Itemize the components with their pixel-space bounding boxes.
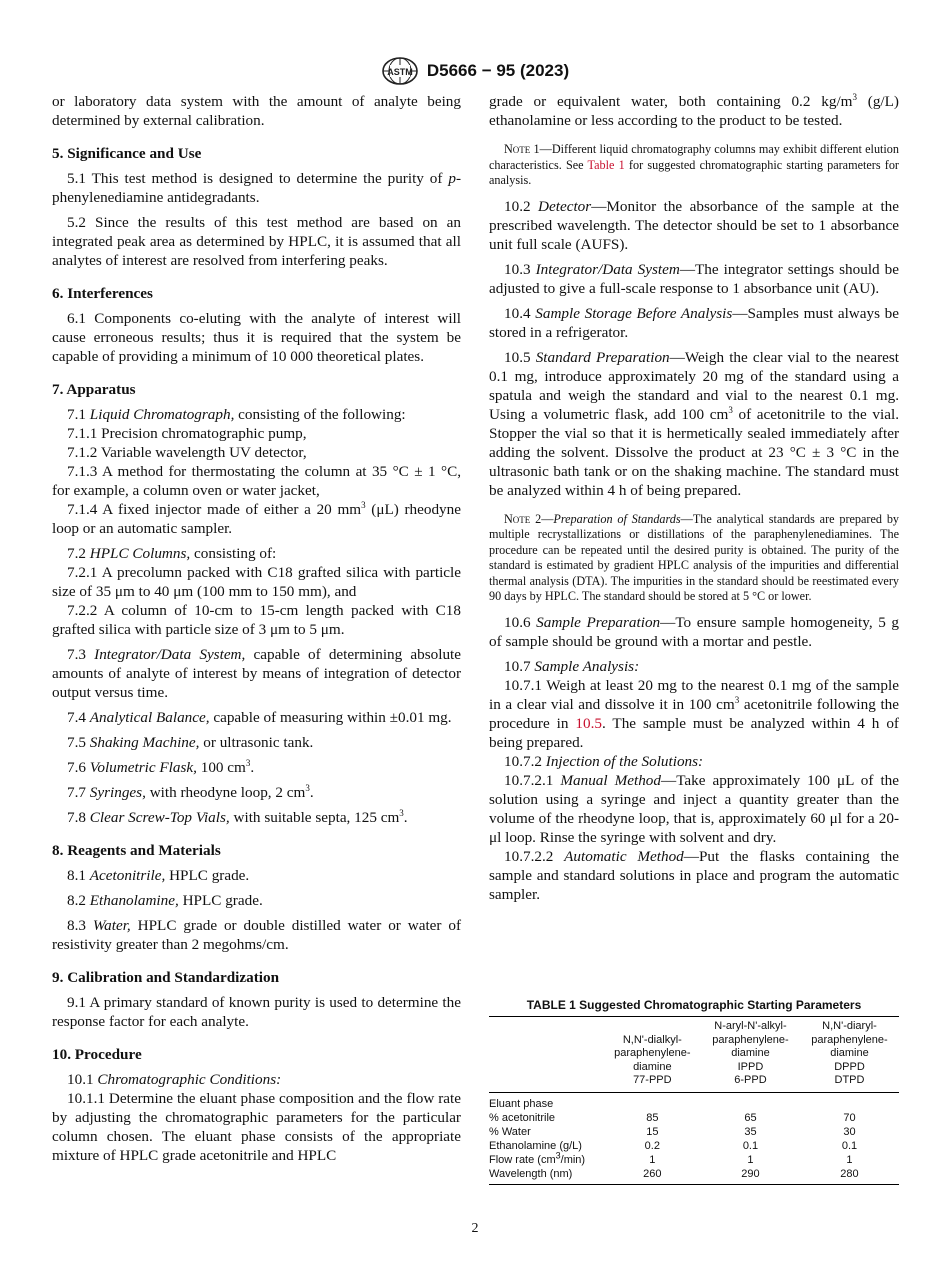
parameters-table — [489, 1016, 899, 1185]
paragraph-7-2-1: 7.2.1 A precolumn packed with C18 grafted silica with particle size of 35 μm to 40 μm (100 mm to 150 mm), and — [52, 564, 461, 600]
paragraph-8-3: 8.3 Water, HPLC grade or double distilled water or water of resistivity greater than 2 megohms/cm. — [52, 917, 462, 953]
paragraph-intro: or laboratory data system with the amount of analyte being determined by external calibration. — [52, 93, 461, 129]
paragraph-10-7-1: 10.7.1 Weigh at least 20 mg to the nearest 0.1 mg of the sample in a clear vial and dissolve it in 100 $cm^3$ acetonitrile following the procedure in 10.5. The sample must be analyzed within 4 h of being prepared. — [489, 676, 899, 751]
paragraph-5-1: 5.1 This test method is designed to determine the purity of p-phenylenediamine antidegradants. — [52, 170, 461, 206]
paragraph-7-4: 7.4 Analytical Balance, capable of measuring within ±0.01 mg. — [67, 709, 452, 726]
paragraph-7-5: 7.5 Shaking Machine, or ultrasonic tank. — [67, 734, 314, 751]
paragraph-7-6: 7.6 Volumetric Flask, 100 $cm^3$. — [67, 757, 255, 776]
table-1-link[interactable]: Table 1 — [587, 157, 625, 172]
paragraph-10-4: 10.4 Sample Storage Before Analysis—Samples must always be stored in a refrigerator. — [489, 304, 899, 341]
section-heading-8: 8. Reagents and Materials — [52, 842, 221, 859]
table-header-col-2: N-aryl-N'-alkyl- paraphenylene- diamine IPPD 6-PPD — [712, 1020, 789, 1086]
table-header-row — [489, 1017, 899, 1093]
paragraph-continued: grade or equivalent water, both containing 0.2 $kg/m^3$ (g/L) ethanolamine or less according to the product to be tested. — [489, 91, 899, 129]
paragraph-5-2: 5.2 Since the results of this test method are based on an integrated peak area as determined by HPLC, it is assumed that all analytes of interest are resolved from interfering peaks. — [52, 214, 461, 269]
paragraph-10-7-2-2: 10.7.2.2 Automatic Method—Put the flasks containing the sample and standard solutions in place and program the automatic sampler. — [489, 847, 899, 903]
paragraph-7-1: 7.1 Liquid Chromatograph, consisting of the following: — [67, 406, 406, 423]
right-column — [489, 92, 899, 910]
paragraph-7-3: 7.3 Integrator/Data System, capable of determining absolute amounts of analyte of interest by means of integration of detector output versus time. — [52, 646, 462, 701]
left-column — [52, 92, 461, 1171]
paragraph-10-1-1: 10.1.1 Determine the eluant phase composition and the flow rate by adjusting the chromatographic parameters for the particular column chosen. The eluant phase consists of the appropriate mixture of HPLC grade acetonitrile and HPLC — [52, 1090, 461, 1164]
paragraph-10-7: 10.7 Sample Analysis: — [504, 657, 640, 675]
table-1 — [489, 998, 899, 1185]
paragraph-7-1-2: 7.1.2 Variable wavelength UV detector, — [67, 444, 307, 461]
paragraph-8-1: 8.1 Acetonitrile, HPLC grade. — [67, 867, 250, 884]
paragraph-8-2: 8.2 Ethanolamine, HPLC grade. — [67, 892, 263, 909]
section-heading-9: 9. Calibration and Standardization — [52, 969, 280, 986]
table-title: TABLE 1 Suggested Chromatographic Starting Parameters — [526, 998, 862, 1012]
table-row: Eluant phase — [489, 1097, 554, 1110]
section-10-5-link[interactable]: 10.5 — [575, 714, 602, 732]
table-header-col-1: N,N'-dialkyl- paraphenylene- diamine 77-PPD — [614, 1033, 691, 1086]
paragraph-10-6: 10.6 Sample Preparation—To ensure sample homogeneity, 5 g of sample should be ground with a mortar and pestle. — [489, 613, 900, 650]
paragraph-7-2: 7.2 HPLC Columns, consisting of: — [67, 545, 277, 562]
table-header-empty — [489, 1017, 604, 1093]
table-header-col-3: N,N'-diaryl- paraphenylene- diamine DPPD DTPD — [811, 1020, 888, 1086]
document-code: D5666 − 95 (2023) — [426, 61, 570, 80]
page-header — [0, 56, 950, 86]
section-heading-5: 5. Significance and Use — [52, 145, 202, 162]
section-heading-7: 7. Apparatus — [52, 381, 136, 398]
svg-text:ASTM: ASTM — [387, 67, 413, 77]
table-row: Ethanolamine (g/L) 0.2 0.1 0.1 — [489, 1139, 858, 1152]
paragraph-7-7: 7.7 Syringes, with rheodyne loop, 2 $cm^3$. — [67, 782, 314, 801]
astm-logo-icon — [381, 56, 419, 86]
paragraph-10-1: 10.1 Chromatographic Conditions: — [67, 1071, 282, 1088]
table-row: Flow rate $(cm^3/\min)$ 1 1 1 — [489, 1149, 853, 1166]
page-number: 2 — [471, 1221, 479, 1236]
paragraph-9-1: 9.1 A primary standard of known purity is used to determine the response factor for each analyte. — [52, 994, 461, 1030]
paragraph-7-1-1: 7.1.1 Precision chromatographic pump, — [67, 425, 307, 442]
paragraph-10-7-2-1: 10.7.2.1 Manual Method—Take approximately 100 μL of the solution using a syringe and inject a quantity greater than the volume of the rheodyne loop, that is, approximately 60 μl for a 20-μl loop. Rinse the syringe with solvent and dry. — [489, 771, 900, 846]
note-2: Note 2—Preparation of Standards—The analytical standards are prepared by multiple recrystallizations or distillations of the paraphenylenediamines. The procedure can be repeated until the desired purity is obtained. The purity of the standard is estimated by gradient HPLC analysis of the impurities and differential thermal analysis (DTA). The impurities in the standard should be reestimated every 90 days by HPLC. The standard should be stored at 5 °C or lower. — [489, 511, 900, 603]
paragraph-7-1-3: 7.1.3 A method for thermostating the column at 35 °C ± 1 °C, for example, a column oven or water jacket, — [52, 463, 461, 499]
paragraph-10-3: 10.3 Integrator/Data System—The integrator settings should be adjusted to give a full-scale response to 1 absorbance unit (AU). — [489, 260, 900, 297]
section-heading-6: 6. Interferences — [52, 285, 153, 302]
paragraph-7-8: 7.8 Clear Screw-Top Vials, with suitable septa, 125 $cm^3$. — [67, 807, 408, 826]
paragraph-10-7-2: 10.7.2 Injection of the Solutions: — [504, 752, 704, 770]
note-1: Note 1—Different liquid chromatography columns may exhibit different elution characteristics. See Table 1 for suggested chromatographic starting parameters for analysis. — [489, 142, 899, 187]
table-row: % Water 15 35 30 — [489, 1125, 856, 1138]
paragraph-10-2: 10.2 Detector—Monitor the absorbance of the sample at the prescribed wavelength. The detector should be set to 1 absorbance unit full scale (AUFS). — [489, 197, 899, 253]
table-row: Wavelength (nm) 260 290 280 — [489, 1167, 899, 1185]
paragraph-6-1: 6.1 Components co-eluting with the analyte of interest will cause erroneous results; thus it is required that the system be capable of providing a minimum of 10 000 theoretical plates. — [52, 310, 461, 365]
paragraph-10-5: 10.5 Standard Preparation—Weigh the clear vial to the nearest 0.1 mg, introduce approximately 20 mg of the standard using a spatula and weigh the standard and vial to the nearest 0.1 mg. Using a volumetric flask, add 100 $cm^3$ of acetonitrile to the vial. Stopper the vial so that it is hermetically sealed immediately after adding the solvent. Dissolve the product at 23 °C ± 3 °C in the ultrasonic bath tank or on the shaking machine. The standard must be analyzed within 4 h of being prepared. — [489, 348, 900, 499]
table-row: % acetonitrile 85 65 70 — [489, 1111, 856, 1124]
paragraph-7-1-4: 7.1.4 A fixed injector made of either a 20 $mm^3$ (μL) rheodyne loop or an automatic sampler. — [52, 499, 461, 537]
section-heading-10: 10. Procedure — [52, 1046, 142, 1063]
paragraph-7-2-2: 7.2.2 A column of 10-cm to 15-cm length packed with C18 grafted silica with particle size of 3 μm to 5 μm. — [52, 602, 461, 638]
